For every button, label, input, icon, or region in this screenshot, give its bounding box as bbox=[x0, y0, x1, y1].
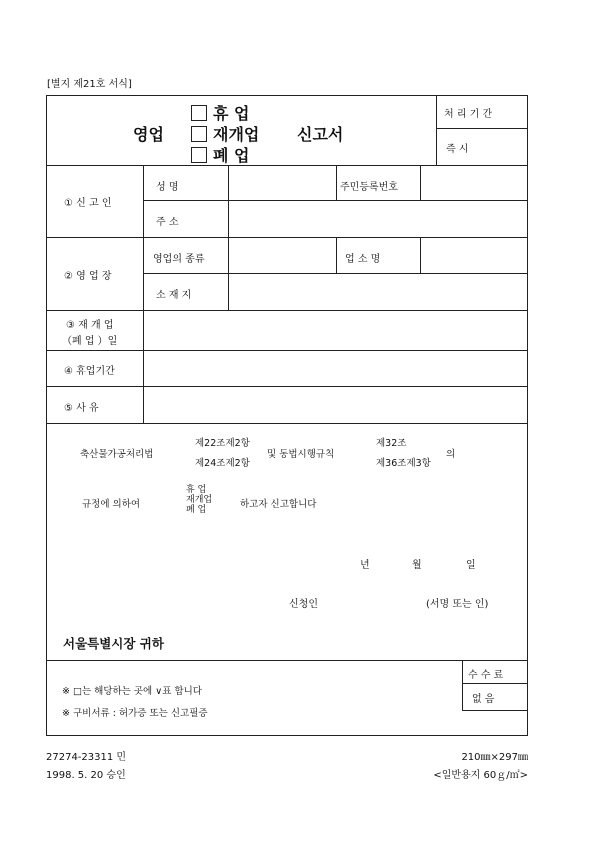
statement-law: 축산물가공처리법 bbox=[80, 449, 154, 460]
business-label: ② 영 업 장 bbox=[64, 271, 112, 282]
statement-end: 하고자 신고합니다 bbox=[240, 499, 317, 510]
applicant-label: 신청인 bbox=[289, 599, 318, 610]
statement-article-3: 제32조 bbox=[376, 438, 407, 449]
business-type-label: 영업의 종류 bbox=[153, 254, 205, 265]
declarant-label: ① 신 고 인 bbox=[64, 198, 112, 209]
checkbox-suspend[interactable] bbox=[191, 105, 207, 121]
suspension-period-label: ④ 휴업기간 bbox=[64, 366, 115, 377]
business-name-label: 업 소 명 bbox=[345, 254, 381, 265]
date-day[interactable]: 일 bbox=[466, 560, 476, 571]
statement-article-2: 제24조제2항 bbox=[195, 458, 250, 469]
reopen-date-label: ③ 재 개 업 bbox=[66, 320, 114, 331]
statement-article-1: 제22조제2항 bbox=[195, 438, 250, 449]
title-option-reopen: 재개업 bbox=[191, 122, 259, 145]
title-option-suspend: 휴 업 bbox=[191, 101, 249, 124]
fee-label: 수 수 료 bbox=[468, 670, 504, 681]
location-label: 소 재 지 bbox=[156, 290, 192, 301]
processing-period-label: 처 리 기 간 bbox=[444, 109, 493, 120]
title-suffix: 신고서 bbox=[297, 125, 344, 144]
checkbox-reopen[interactable] bbox=[191, 126, 207, 142]
rrn-label: 주민등록번호 bbox=[340, 182, 398, 193]
title-prefix: 영업 bbox=[133, 125, 164, 144]
recipient: 서울특별시장 귀하 bbox=[63, 636, 164, 651]
close-date-label: （폐 업 ）일 bbox=[62, 336, 118, 347]
checkbox-close[interactable] bbox=[191, 147, 207, 163]
statement-regulation: 규정에 의하여 bbox=[82, 499, 141, 510]
reason-label: ⑤ 사 유 bbox=[64, 403, 99, 414]
fee-value: 없 음 bbox=[472, 694, 495, 705]
address-label: 주 소 bbox=[156, 217, 179, 228]
statement-mid: 및 동법시행규칙 bbox=[267, 449, 335, 460]
date-month[interactable]: 월 bbox=[412, 560, 422, 571]
form-code: 27274-23311 민 bbox=[46, 752, 127, 763]
processing-period-value: 즉 시 bbox=[446, 144, 469, 155]
form-number-label: [별지 제21호 서식] bbox=[47, 79, 132, 90]
approval-date: 1998. 5. 20 승인 bbox=[46, 770, 126, 781]
signature-field[interactable]: (서명 또는 인) bbox=[426, 599, 489, 610]
statement-article-4: 제36조제3항 bbox=[376, 458, 431, 469]
title-option-close: 폐 업 bbox=[191, 143, 249, 166]
statement-of: 의 bbox=[446, 449, 456, 460]
statement-options: 휴 업 재개업 폐 업 bbox=[186, 485, 213, 515]
date-year[interactable]: 년 bbox=[360, 560, 370, 571]
note-required-documents: ※ 구비서류 : 허가증 또는 신고필증 bbox=[62, 708, 208, 719]
note-checkbox-instruction: ※ □는 해당하는 곳에 ∨표 합니다 bbox=[62, 686, 202, 697]
name-label: 성 명 bbox=[156, 182, 179, 193]
paper-size: 210㎜×297㎜ bbox=[461, 752, 528, 763]
paper-type: <일반용지 60ｇ/㎡> bbox=[433, 770, 528, 781]
